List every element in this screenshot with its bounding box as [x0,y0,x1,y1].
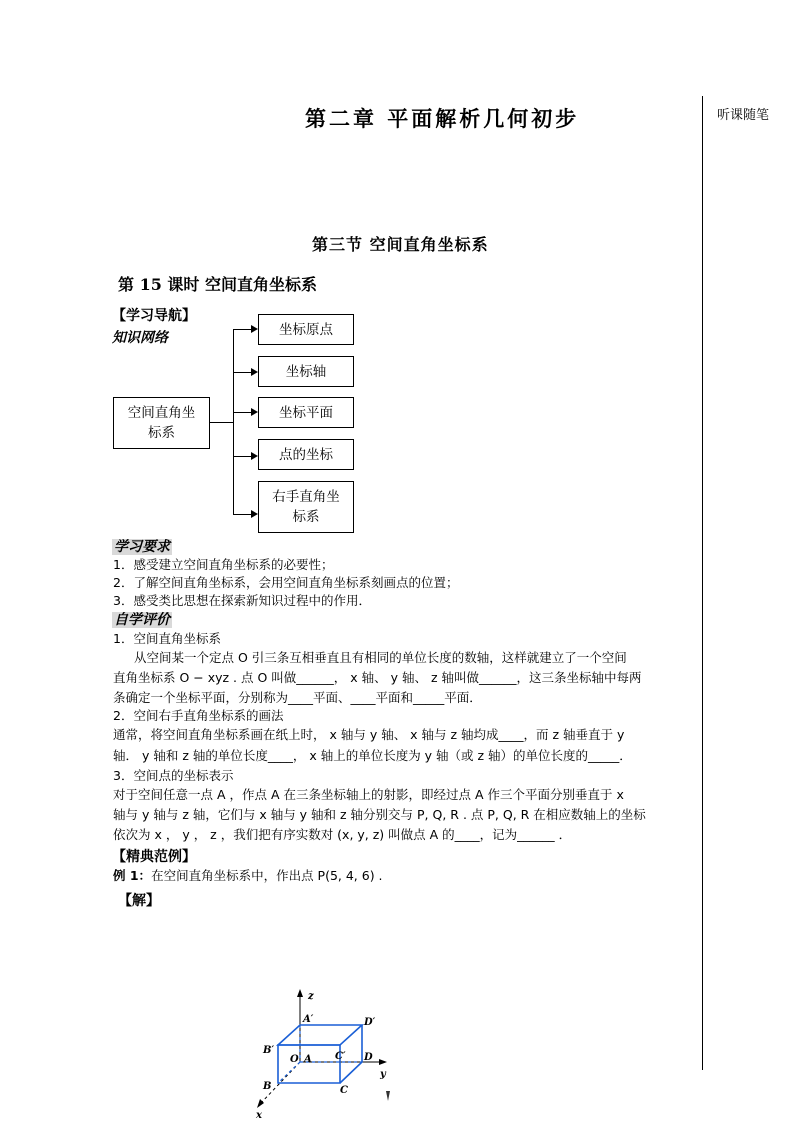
diagram-node-label: 右手直角坐标系 [272,489,340,525]
label-a: A [304,1054,312,1065]
self-study-heading [112,609,172,629]
example-1-label: 例 1： [113,868,152,883]
side-note-label: 听课随笔 [717,108,770,123]
x-axis-arrow [257,1099,264,1108]
diagram-root-label: 空间直角坐标系 [127,405,196,441]
label-c-prime: C′ [335,1051,346,1062]
label-b-prime: B′ [263,1045,275,1056]
diagram-node-label: 点的坐标 [279,446,333,463]
label-o: O [290,1054,299,1065]
stray-mark [386,1091,390,1101]
q2-title: 2．空间右手直角坐标系的画法 [113,708,284,723]
q3-line: 对于空间任意一点 A ，作点 A 在三条坐标轴上的射影，即经过点 A 作三个平面分别垂直于 x [113,787,624,802]
diagram-node-right-hand [258,481,354,533]
q1-line: 从空间某一个定点 O 引三条互相垂直且有相同的单位长度的数轴，这样就建立了一个空间 [134,650,627,665]
hidden-edge [278,1062,300,1083]
q1-line: 直角坐标系 O − xyz . 点 O 叫做______， x 轴、 y 轴、 z 轴叫做______，这三条坐标轴中每两 [113,670,642,685]
example-1-text: 在空间直角坐标系中，作出点 P(5, 4, 6) . [151,868,383,883]
label-d-prime: D′ [364,1017,376,1028]
examples-heading: 【精典范例】 [112,849,196,865]
diagram-node-label: 坐标平面 [279,404,333,421]
diagram-arrow [251,510,258,518]
requirements-heading [112,536,172,556]
self-study-heading-text: 自学评价 [114,612,170,628]
section-title: 第三节 空间直角坐标系 [312,235,489,254]
diagram-trunk [233,329,234,514]
q2-line: 轴． y 轴和 z 轴的单位长度____， x 轴上的单位长度为 y 轴（或 z 轴）的单位长度的_____． [113,748,632,763]
diagram-branch [233,514,251,515]
diagram-branch [233,372,251,373]
diagram-node-planes [258,397,354,428]
chapter-title: 第二章 平面解析几何初步 [305,106,580,131]
diagram-node-label: 坐标轴 [285,363,327,380]
q1-title: 1．空间直角坐标系 [113,631,221,646]
requirement-item: 3．感受类比思想在探索新知识过程中的作用． [113,593,371,608]
guide-heading: 【学习导航】 [112,308,196,324]
diagram-branch [233,412,251,413]
box-top-face [278,1025,362,1045]
lesson-title: 第 15 课时 空间直角坐标系 [118,275,317,294]
solution-label: 【解】 [118,893,160,909]
coordinate-box-figure [250,985,400,1120]
diagram-branch [233,329,251,330]
diagram-arrow [251,408,258,416]
requirements-heading-text: 学习要求 [114,539,170,555]
diagram-node-axes [258,356,354,387]
margin-divider [702,96,703,1070]
label-y: y [380,1069,386,1080]
q3-title: 3．空间点的坐标表示 [113,768,234,783]
diagram-arrow [251,325,258,333]
q3-line: 轴与 y 轴与 z 轴，它们与 x 轴与 y 轴和 z 轴分别交与 P, Q, R . 点 P, Q, R 在相应数轴上的坐标 [113,807,646,822]
q1-line: 条确定一个坐标平面，分别称为____平面、____平面和_____平面． [113,690,482,705]
diagram-connector [210,422,233,423]
diagram-node-origin [258,314,354,345]
requirement-item: 2．了解空间直角坐标系，会用空间直角坐标系刻画点的位置； [113,575,459,590]
diagram-arrow [251,452,258,460]
requirement-item: 1．感受建立空间直角坐标系的必要性； [113,557,334,572]
example-1 [113,866,383,885]
q3-line: 依次为 x ， y ， z ，我们把有序实数对 (x, y, z) 叫做点 A 的____，记为______ ． [113,827,572,842]
label-x: x [256,1110,262,1120]
diagram-node-label: 坐标原点 [279,321,333,338]
diagram-arrow [251,368,258,376]
label-a-prime: A′ [303,1014,314,1025]
z-axis-arrow [297,989,303,997]
y-axis-arrow [379,1059,387,1065]
diagram-branch [233,456,251,457]
label-z: z [308,991,314,1002]
label-b: B [263,1081,272,1092]
label-d: D [364,1052,373,1063]
label-c: C [340,1085,348,1096]
diagram-root-box [113,397,210,449]
q2-line: 通常，将空间直角坐标系画在纸上时， x 轴与 y 轴、 x 轴与 z 轴均成____，而 z 轴垂直于 y [113,727,625,742]
diagram-node-point-coords [258,439,354,470]
knowledge-network-heading: 知识网络 [112,330,168,346]
